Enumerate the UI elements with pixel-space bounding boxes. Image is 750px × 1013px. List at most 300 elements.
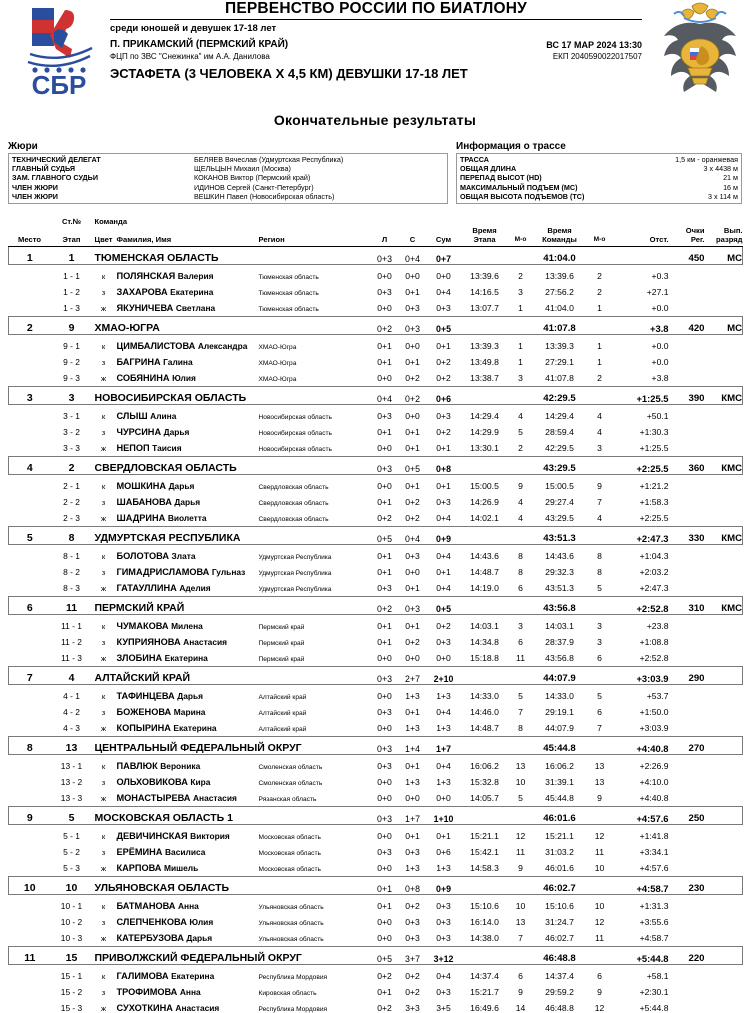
athlete-points xyxy=(669,577,705,593)
athlete-prone: 0+1 xyxy=(371,545,399,562)
team-name: УЛЬЯНОВСКАЯ ОБЛАСТЬ xyxy=(93,877,371,895)
athlete-leg: 2 - 3 xyxy=(51,507,93,523)
course-key: ПЕРЕПАД ВЫСОТ (HD) xyxy=(460,173,542,182)
athlete-color: з xyxy=(93,421,115,437)
event-venue: ФЦП по ЗВС "Снежинка" им А.А. Данилова xyxy=(110,51,288,62)
course-row xyxy=(460,183,738,192)
athlete-points xyxy=(669,787,705,803)
athlete-leg-rank: 10 xyxy=(509,895,533,912)
athlete-color: ж xyxy=(93,717,115,733)
athlete-behind: +4:10.0 xyxy=(613,771,669,787)
athlete-sport-rank xyxy=(705,895,743,912)
team-row[interactable] xyxy=(9,737,743,755)
athlete-team-time: 14:03.1 xyxy=(533,615,587,632)
athlete-color: к xyxy=(93,615,115,632)
team-bib: 10 xyxy=(51,877,93,895)
athlete-place-spacer xyxy=(9,841,51,857)
athlete-color: к xyxy=(93,405,115,422)
athlete-row[interactable] xyxy=(9,685,743,702)
athlete-sport-rank xyxy=(705,437,743,453)
athlete-name xyxy=(115,615,257,632)
athlete-name xyxy=(115,927,257,943)
col-leg-rank-header: М-о xyxy=(509,226,533,244)
athlete-color: к xyxy=(93,685,115,702)
athlete-sport-rank xyxy=(705,927,743,943)
athlete-row[interactable] xyxy=(9,545,743,562)
athlete-name xyxy=(115,841,257,857)
team-total-rank xyxy=(587,247,613,265)
team-total-time: 43:56.8 xyxy=(533,597,587,615)
athlete-place-spacer xyxy=(9,475,51,492)
athlete-row[interactable] xyxy=(9,335,743,352)
col-team-rank-header: М-о xyxy=(587,226,613,244)
athlete-row[interactable] xyxy=(9,755,743,772)
athlete-team-time: 29:19.1 xyxy=(533,701,587,717)
athlete-leg: 13 - 1 xyxy=(51,755,93,772)
athlete-name xyxy=(115,335,257,352)
athlete-sport-rank xyxy=(705,545,743,562)
athlete-row[interactable] xyxy=(9,841,743,857)
athlete-given-name: Юлия xyxy=(189,917,213,927)
athlete-team-rank: 1 xyxy=(587,351,613,367)
athlete-sport-rank xyxy=(705,981,743,997)
athlete-standing: 0+2 xyxy=(399,965,427,982)
team-leg-time xyxy=(461,597,509,615)
athlete-leg: 13 - 2 xyxy=(51,771,93,787)
athlete-behind: +1:21.2 xyxy=(613,475,669,492)
athlete-points xyxy=(669,367,705,383)
athlete-row[interactable] xyxy=(9,405,743,422)
athlete-row[interactable] xyxy=(9,561,743,577)
athlete-row[interactable] xyxy=(9,647,743,663)
athlete-team-rank: 5 xyxy=(587,685,613,702)
col-place-label xyxy=(9,217,51,226)
athlete-row[interactable] xyxy=(9,771,743,787)
athlete-given-name: Алина xyxy=(150,411,176,421)
athlete-leg-rank: 3 xyxy=(509,615,533,632)
athlete-team-time: 15:10.6 xyxy=(533,895,587,912)
athlete-prone: 0+0 xyxy=(371,297,399,313)
athlete-behind: +4:57.6 xyxy=(613,857,669,873)
team-prone: 0+3 xyxy=(371,737,399,755)
athlete-name xyxy=(115,717,257,733)
athlete-region: Московская область xyxy=(257,857,371,873)
athlete-team-rank: 12 xyxy=(587,997,613,1013)
athlete-row[interactable] xyxy=(9,297,743,313)
team-name: АЛТАЙСКИЙ КРАЙ xyxy=(93,667,371,685)
athlete-sum: 0+3 xyxy=(427,981,461,997)
team-standing: 0+8 xyxy=(399,877,427,895)
team-total-rank xyxy=(587,667,613,685)
athlete-place-spacer xyxy=(9,351,51,367)
athlete-row[interactable] xyxy=(9,825,743,842)
team-row[interactable] xyxy=(9,667,743,685)
athlete-row[interactable] xyxy=(9,631,743,647)
athlete-standing: 0+3 xyxy=(399,911,427,927)
athlete-sum: 0+1 xyxy=(427,561,461,577)
athlete-region: Смоленская область xyxy=(257,755,371,772)
athlete-team-rank: 12 xyxy=(587,911,613,927)
athlete-family-name: ОЛЬХОВИКОВА xyxy=(117,777,191,787)
athlete-behind: +4:40.8 xyxy=(613,787,669,803)
athlete-family-name: СУХОТКИНА xyxy=(117,1003,176,1013)
athlete-sport-rank xyxy=(705,787,743,803)
athlete-leg-time: 14:29.4 xyxy=(461,405,509,422)
athlete-standing: 0+0 xyxy=(399,265,427,282)
athlete-team-rank: 13 xyxy=(587,755,613,772)
team-name: НОВОСИБИРСКАЯ ОБЛАСТЬ xyxy=(93,387,371,405)
team-total-rank xyxy=(587,597,613,615)
athlete-given-name: Виолетта xyxy=(168,513,207,523)
team-total-time: 46:01.6 xyxy=(533,807,587,825)
athlete-name xyxy=(115,545,257,562)
team-leg-rank xyxy=(509,317,533,335)
event-datetime: ВС 17 МАР 2024 13:30 xyxy=(546,39,642,51)
athlete-team-time: 43:29.5 xyxy=(533,507,587,523)
athlete-sum: 0+1 xyxy=(427,475,461,492)
discipline-title: ЭСТАФЕТА (3 ЧЕЛОВЕКА Х 4,5 КМ) ДЕВУШКИ 17-18 ЛЕТ xyxy=(110,66,642,81)
athlete-color: з xyxy=(93,911,115,927)
athlete-prone: 0+0 xyxy=(371,475,399,492)
team-total-rank xyxy=(587,877,613,895)
athlete-team-time: 31:03.2 xyxy=(533,841,587,857)
athlete-leg: 2 - 2 xyxy=(51,491,93,507)
athlete-points xyxy=(669,545,705,562)
athlete-behind: +2:26.9 xyxy=(613,755,669,772)
athlete-standing: 0+3 xyxy=(399,927,427,943)
athlete-sport-rank xyxy=(705,841,743,857)
athlete-given-name: Дарья xyxy=(186,933,212,943)
athlete-team-time: 29:27.4 xyxy=(533,491,587,507)
athlete-given-name: Екатерина xyxy=(173,723,216,733)
athlete-row[interactable] xyxy=(9,965,743,982)
athlete-row[interactable] xyxy=(9,981,743,997)
athlete-name xyxy=(115,507,257,523)
athlete-leg-time: 15:10.6 xyxy=(461,895,509,912)
athlete-team-rank: 11 xyxy=(587,841,613,857)
athlete-color: к xyxy=(93,475,115,492)
athlete-sum: 0+0 xyxy=(427,647,461,663)
sbr-logo-text: СБР xyxy=(32,70,87,98)
athlete-sport-rank xyxy=(705,701,743,717)
athlete-sum: 0+4 xyxy=(427,701,461,717)
team-leg-rank xyxy=(509,947,533,965)
team-row[interactable] xyxy=(9,527,743,545)
athlete-given-name: Галина xyxy=(163,357,192,367)
athlete-row[interactable] xyxy=(9,437,743,453)
athlete-prone: 0+0 xyxy=(371,437,399,453)
athlete-sport-rank xyxy=(705,647,743,663)
athlete-leg-rank: 2 xyxy=(509,265,533,282)
athlete-row[interactable] xyxy=(9,615,743,632)
athlete-name xyxy=(115,475,257,492)
team-leg-rank xyxy=(509,737,533,755)
athlete-region: ХМАО-Югра xyxy=(257,335,371,352)
course-row xyxy=(460,192,738,201)
athlete-team-rank: 4 xyxy=(587,507,613,523)
athlete-region: Республика Мордовия xyxy=(257,997,371,1013)
athlete-prone: 0+1 xyxy=(371,351,399,367)
athlete-row[interactable] xyxy=(9,997,743,1013)
athlete-team-time: 45:44.8 xyxy=(533,787,587,803)
athlete-row[interactable] xyxy=(9,895,743,912)
athlete-prone: 0+1 xyxy=(371,615,399,632)
athlete-region: Алтайский край xyxy=(257,701,371,717)
results-table-head xyxy=(9,217,743,247)
col-leg-time-line2: Этапа xyxy=(473,235,495,244)
team-standing: 1+7 xyxy=(399,807,427,825)
athlete-sum: 0+0 xyxy=(427,265,461,282)
team-sum: 0+7 xyxy=(427,247,461,265)
team-row[interactable] xyxy=(9,807,743,825)
athlete-leg: 9 - 1 xyxy=(51,335,93,352)
athlete-team-time: 46:01.6 xyxy=(533,857,587,873)
results-table-body xyxy=(9,247,743,1013)
athlete-leg-rank: 8 xyxy=(509,717,533,733)
athlete-leg-rank: 10 xyxy=(509,771,533,787)
athlete-place-spacer xyxy=(9,335,51,352)
team-bib: 8 xyxy=(51,527,93,545)
athlete-sport-rank xyxy=(705,771,743,787)
athlete-row[interactable] xyxy=(9,701,743,717)
athlete-name xyxy=(115,561,257,577)
athlete-row[interactable] xyxy=(9,857,743,873)
team-sport-rank xyxy=(705,667,743,685)
athlete-family-name: ЕРЁМИНА xyxy=(117,847,165,857)
athlete-behind: +50.1 xyxy=(613,405,669,422)
event-place: П. ПРИКАМСКИЙ (ПЕРМСКИЙ КРАЙ) xyxy=(110,39,288,51)
team-bib: 1 xyxy=(51,247,93,265)
team-row[interactable] xyxy=(9,947,743,965)
athlete-leg-time: 14:03.1 xyxy=(461,615,509,632)
athlete-place-spacer xyxy=(9,561,51,577)
team-behind: +1:25.5 xyxy=(613,387,669,405)
athlete-name xyxy=(115,421,257,437)
team-row[interactable] xyxy=(9,457,743,475)
athlete-points xyxy=(669,491,705,507)
athlete-family-name: БОЛОТОВА xyxy=(117,551,172,561)
athlete-region: Республика Мордовия xyxy=(257,965,371,982)
athlete-team-time: 43:56.8 xyxy=(533,647,587,663)
athlete-leg: 9 - 3 xyxy=(51,367,93,383)
athlete-row[interactable] xyxy=(9,421,743,437)
athlete-points xyxy=(669,981,705,997)
athlete-behind: +27.1 xyxy=(613,281,669,297)
athlete-color: к xyxy=(93,965,115,982)
athlete-sport-rank xyxy=(705,631,743,647)
team-leg-rank xyxy=(509,247,533,265)
athlete-standing: 0+0 xyxy=(399,561,427,577)
team-row[interactable] xyxy=(9,247,743,265)
team-points: 290 xyxy=(669,667,705,685)
team-leg-rank xyxy=(509,597,533,615)
athlete-sport-rank xyxy=(705,265,743,282)
athlete-leg-time: 14:34.8 xyxy=(461,631,509,647)
athlete-standing: 0+1 xyxy=(399,281,427,297)
athlete-standing: 1+3 xyxy=(399,857,427,873)
course-key: ОБЩАЯ ВЫСОТА ПОДЪЕМОВ (TC) xyxy=(460,192,584,201)
athlete-leg: 15 - 3 xyxy=(51,997,93,1013)
team-place: 1 xyxy=(9,247,51,265)
athlete-row[interactable] xyxy=(9,787,743,803)
team-bib: 4 xyxy=(51,667,93,685)
athlete-team-time: 46:48.8 xyxy=(533,997,587,1013)
athlete-sum: 0+1 xyxy=(427,335,461,352)
team-standing: 0+5 xyxy=(399,457,427,475)
athlete-points xyxy=(669,685,705,702)
athlete-behind: +0.0 xyxy=(613,335,669,352)
athlete-leg-rank: 5 xyxy=(509,787,533,803)
athlete-region: Пермский край xyxy=(257,615,371,632)
athlete-row[interactable] xyxy=(9,507,743,523)
team-place: 5 xyxy=(9,527,51,545)
athlete-sum: 0+3 xyxy=(427,297,461,313)
athlete-row[interactable] xyxy=(9,475,743,492)
athlete-leg-rank: 1 xyxy=(509,351,533,367)
athlete-team-rank: 13 xyxy=(587,771,613,787)
team-row[interactable] xyxy=(9,317,743,335)
athlete-leg-time: 13:49.8 xyxy=(461,351,509,367)
jury-role: ГЛАВНЫЙ СУДЬЯ xyxy=(12,164,194,173)
team-prone: 0+2 xyxy=(371,317,399,335)
athlete-leg: 4 - 3 xyxy=(51,717,93,733)
athlete-team-time: 15:21.1 xyxy=(533,825,587,842)
jury-box xyxy=(8,153,448,204)
athlete-row[interactable] xyxy=(9,911,743,927)
team-total-rank xyxy=(587,317,613,335)
athlete-leg-time: 14:46.0 xyxy=(461,701,509,717)
team-row[interactable] xyxy=(9,877,743,895)
athlete-leg: 10 - 2 xyxy=(51,911,93,927)
athlete-leg: 5 - 2 xyxy=(51,841,93,857)
athlete-leg-time: 14:43.6 xyxy=(461,545,509,562)
athlete-team-time: 14:37.4 xyxy=(533,965,587,982)
athlete-points xyxy=(669,825,705,842)
athlete-points xyxy=(669,405,705,422)
athlete-name xyxy=(115,437,257,453)
athlete-leg: 2 - 1 xyxy=(51,475,93,492)
athlete-family-name: СЛЫШ xyxy=(117,411,151,421)
team-total-time: 45:44.8 xyxy=(533,737,587,755)
athlete-leg-time: 16:49.6 xyxy=(461,997,509,1013)
team-total-rank xyxy=(587,457,613,475)
col-bib-label: Ст.№ xyxy=(51,217,93,226)
athlete-leg-time: 13:39.6 xyxy=(461,265,509,282)
athlete-behind: +2:03.2 xyxy=(613,561,669,577)
team-row[interactable] xyxy=(9,597,743,615)
athlete-row[interactable] xyxy=(9,265,743,282)
athlete-points xyxy=(669,507,705,523)
event-subtitle: среди юношей и девушек 17-18 лет xyxy=(110,20,642,34)
athlete-place-spacer xyxy=(9,265,51,282)
athlete-place-spacer xyxy=(9,631,51,647)
athlete-standing: 0+2 xyxy=(399,981,427,997)
athlete-prone: 0+3 xyxy=(371,755,399,772)
athlete-prone: 0+1 xyxy=(371,895,399,912)
athlete-behind: +5:44.8 xyxy=(613,997,669,1013)
athlete-behind: +1:08.8 xyxy=(613,631,669,647)
athlete-sum: 0+3 xyxy=(427,927,461,943)
athlete-leg: 9 - 2 xyxy=(51,351,93,367)
athlete-place-spacer xyxy=(9,965,51,982)
athlete-team-time: 41:04.0 xyxy=(533,297,587,313)
athlete-leg-time: 15:32.8 xyxy=(461,771,509,787)
athlete-row[interactable] xyxy=(9,491,743,507)
athlete-standing: 0+0 xyxy=(399,335,427,352)
jury-person: ВЕШКИН Павел (Новосибирская область) xyxy=(194,192,334,201)
athlete-given-name: Светлана xyxy=(176,303,215,313)
team-total-time: 43:51.3 xyxy=(533,527,587,545)
athlete-given-name: Анна xyxy=(178,901,199,911)
team-total-rank xyxy=(587,947,613,965)
athlete-color: к xyxy=(93,755,115,772)
athlete-place-spacer xyxy=(9,857,51,873)
athlete-points xyxy=(669,647,705,663)
athlete-prone: 0+0 xyxy=(371,647,399,663)
athlete-team-time: 28:37.9 xyxy=(533,631,587,647)
athlete-name xyxy=(115,981,257,997)
athlete-row[interactable] xyxy=(9,281,743,297)
athlete-sport-rank xyxy=(705,615,743,632)
athlete-row[interactable] xyxy=(9,367,743,383)
athlete-region: Удмуртская Республика xyxy=(257,577,371,593)
team-bib: 15 xyxy=(51,947,93,965)
athlete-given-name: Мишель xyxy=(164,863,198,873)
athlete-given-name: Марина xyxy=(174,707,206,717)
athlete-leg-rank: 14 xyxy=(509,997,533,1013)
athlete-behind: +3:55.6 xyxy=(613,911,669,927)
athlete-row[interactable] xyxy=(9,351,743,367)
athlete-leg-time: 13:39.3 xyxy=(461,335,509,352)
jury-role: ТЕХНИЧЕСКИЙ ДЕЛЕГАТ xyxy=(12,155,194,164)
athlete-color: з xyxy=(93,491,115,507)
athlete-name xyxy=(115,857,257,873)
jury-person: ИДИНОВ Сергей (Санкт-Петербург) xyxy=(194,183,314,192)
athlete-points xyxy=(669,755,705,772)
athlete-name xyxy=(115,911,257,927)
team-prone: 0+3 xyxy=(371,457,399,475)
team-sum: 3+12 xyxy=(427,947,461,965)
athlete-family-name: ПОЛЯНСКАЯ xyxy=(117,271,178,281)
athlete-sport-rank xyxy=(705,507,743,523)
athlete-name xyxy=(115,351,257,367)
course-value: 3 x 114 м xyxy=(708,192,738,201)
col-team-label: Команда xyxy=(93,217,257,226)
athlete-row[interactable] xyxy=(9,927,743,943)
athlete-standing: 0+1 xyxy=(399,475,427,492)
athlete-team-rank: 2 xyxy=(587,265,613,282)
athlete-family-name: ШАБАНОВА xyxy=(117,497,175,507)
athlete-family-name: МОШКИНА xyxy=(117,481,169,491)
athlete-prone: 0+1 xyxy=(371,421,399,437)
athlete-place-spacer xyxy=(9,491,51,507)
athlete-row[interactable] xyxy=(9,577,743,593)
athlete-team-time: 13:39.3 xyxy=(533,335,587,352)
team-row[interactable] xyxy=(9,387,743,405)
jury-row xyxy=(12,164,444,173)
athlete-behind: +2:52.8 xyxy=(613,647,669,663)
team-behind: +2:52.8 xyxy=(613,597,669,615)
athlete-place-spacer xyxy=(9,997,51,1013)
course-row xyxy=(460,164,738,173)
athlete-standing: 0+0 xyxy=(399,787,427,803)
team-points: 390 xyxy=(669,387,705,405)
athlete-leg-rank: 4 xyxy=(509,507,533,523)
athlete-leg-time: 16:14.0 xyxy=(461,911,509,927)
athlete-row[interactable] xyxy=(9,717,743,733)
athlete-points xyxy=(669,911,705,927)
athlete-name xyxy=(115,771,257,787)
